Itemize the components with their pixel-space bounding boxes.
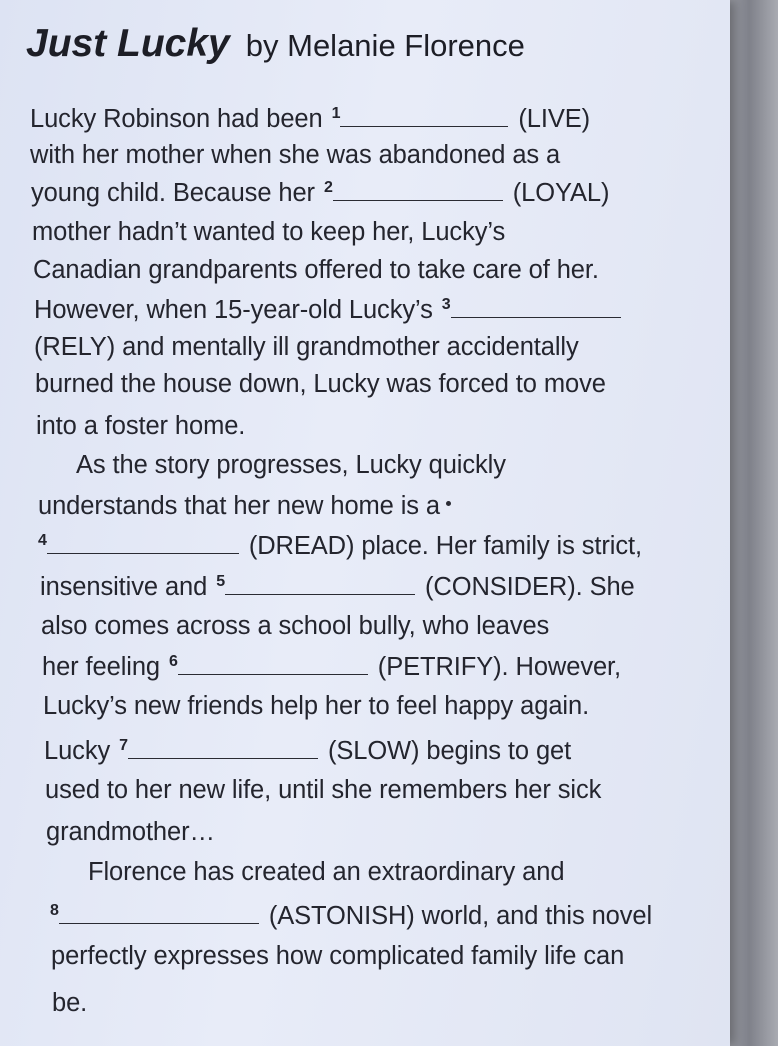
book-title: Just Lucky xyxy=(26,22,230,65)
text-line: Lucky’s new friends help her to feel happy again. xyxy=(43,692,590,720)
gap-7-blank[interactable] xyxy=(128,736,318,759)
book-author: by Melanie Florence xyxy=(245,28,525,63)
text-line: However, when 15-year-old Lucky’s $^3$ xyxy=(34,295,631,325)
gap-8-blank[interactable] xyxy=(59,901,259,924)
text-line xyxy=(38,531,642,561)
gap-1-word: (LIVE) xyxy=(518,105,591,133)
text-line: Lucky $^7$ (SLOW) begins to get xyxy=(44,737,572,765)
text-line: be. xyxy=(52,989,88,1017)
text-line: (RELY) and mentally ill grandmother accidentally xyxy=(34,333,579,361)
gap-3-blank[interactable] xyxy=(451,295,621,318)
text-line xyxy=(50,901,652,931)
text-line: burned the house down, Lucky was forced to move xyxy=(35,370,606,398)
gap-1-blank[interactable] xyxy=(340,104,508,127)
gap-2-blank[interactable] xyxy=(333,178,503,201)
ink-dot xyxy=(446,501,451,506)
gap-4-word: (DREAD) place. Her family is strict, xyxy=(248,532,642,560)
gap-8-word: (ASTONISH) world, and this novel xyxy=(268,902,653,930)
page-title xyxy=(26,22,525,66)
gap-4-blank[interactable] xyxy=(47,531,239,554)
gap-number-4: 4 xyxy=(38,532,47,549)
book-edge-shadow xyxy=(730,0,778,1046)
text-line: insensitive and $^5$ (CONSIDER). She xyxy=(40,573,635,601)
text-line: perfectly expresses how complicated family life can xyxy=(51,942,625,970)
text-line: As the story progresses, Lucky quickly xyxy=(76,451,506,479)
text-line: young child. Because her $^2$ (LOYAL) xyxy=(31,179,610,207)
text-line: with her mother when she was abandoned as a xyxy=(30,141,561,169)
gap-number-3: 3 xyxy=(441,296,451,313)
gap-6-blank[interactable] xyxy=(178,652,368,675)
text-line: used to her new life, until she remembers her sick xyxy=(45,776,602,804)
text-line: her feeling $^6$ (PETRIFY). However, xyxy=(42,653,622,681)
text-line: Lucky Robinson had been $^1$ (LIVE) xyxy=(30,105,591,133)
gap-number-8: 8 xyxy=(50,902,59,919)
gap-number-1: 1 xyxy=(331,105,341,122)
gap-number-7: 7 xyxy=(119,737,128,754)
gap-number-2: 2 xyxy=(323,179,333,196)
gap-number-6: 6 xyxy=(168,653,178,670)
gap-6-word: (PETRIFY). However, xyxy=(377,653,622,681)
text-line: Canadian grandparents offered to take care of her. xyxy=(33,256,599,284)
text-line: mother hadn’t wanted to keep her, Lucky’s xyxy=(32,218,506,246)
gap-number-5: 5 xyxy=(216,573,226,590)
gap-7-word: (SLOW) begins to get xyxy=(327,737,572,765)
text-line: grandmother… xyxy=(46,818,215,846)
gap-2-word: (LOYAL) xyxy=(512,179,610,207)
gap-5-word: (CONSIDER). She xyxy=(425,573,635,601)
text-line: into a foster home. xyxy=(36,412,246,440)
text-line: Florence has created an extraordinary and xyxy=(88,858,565,886)
text-line: understands that her new home is a xyxy=(38,492,451,521)
text-line: also comes across a school bully, who leaves xyxy=(41,612,550,640)
gap-5-blank[interactable] xyxy=(225,572,415,595)
